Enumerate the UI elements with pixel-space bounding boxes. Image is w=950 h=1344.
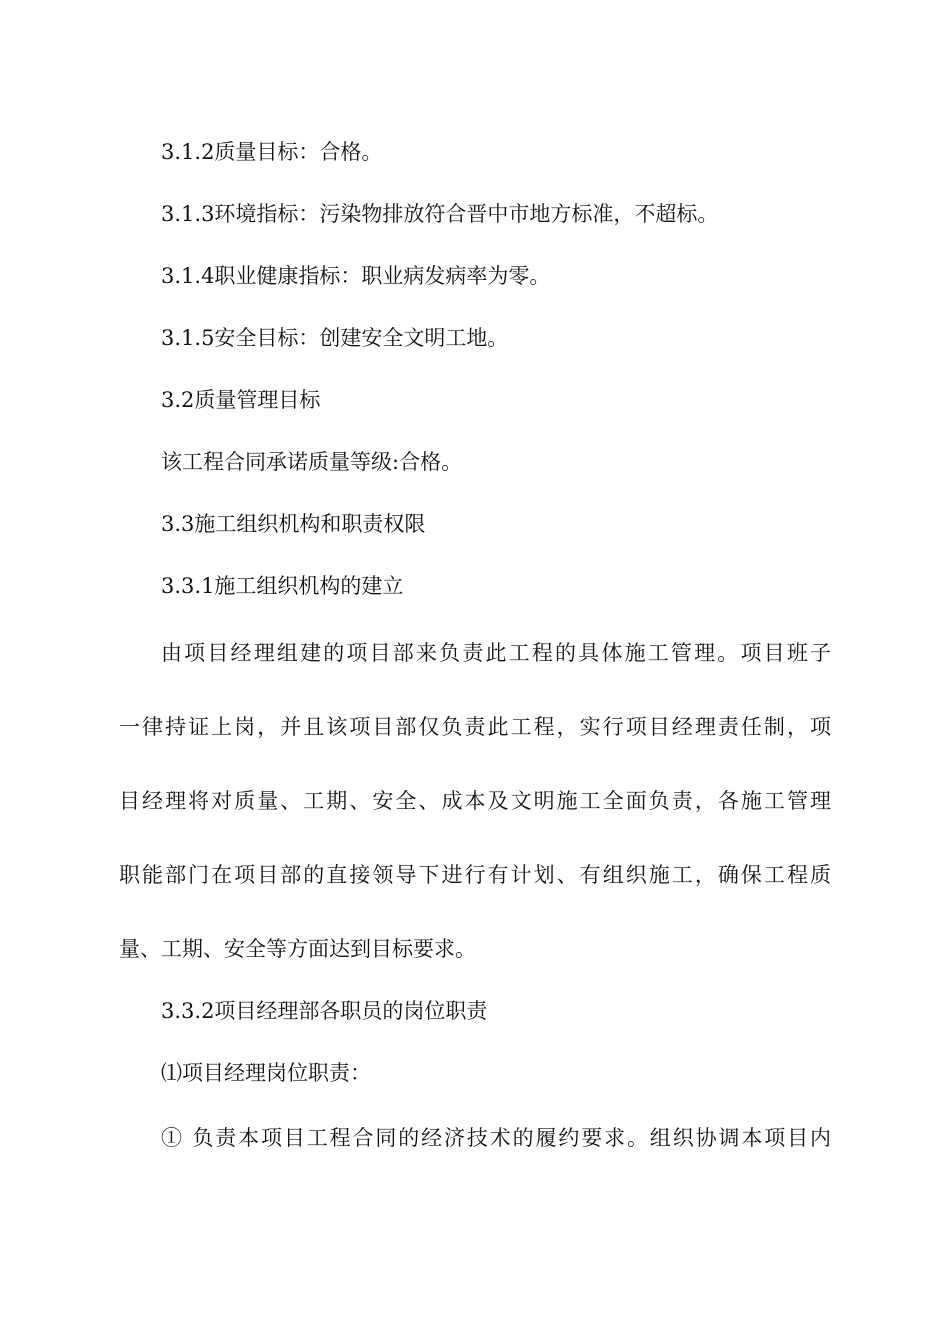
- quality-target-line: 3.1.2质量目标：合格。: [161, 140, 383, 164]
- paragraph-line: 由项目经理组建的项目部来负责此工程的具体施工管理。项目班子: [161, 641, 831, 665]
- paragraph-line: 职能部门在项目部的直接领导下进行有计划、有组织施工，确保工程质: [119, 863, 831, 887]
- pm-duty-item-1: ① 负责本项目工程合同的经济技术的履约要求。组织协调本项目内: [161, 1126, 831, 1150]
- environment-indicator-line: 3.1.3环境指标：污染物排放符合晋中市地方标准，不超标。: [161, 202, 719, 226]
- section-heading-3-3-2: 3.3.2项目经理部各职员的岗位职责: [161, 999, 488, 1023]
- section-heading-3-3: 3.3施工组织机构和职责权限: [161, 512, 426, 536]
- paragraph-line: 目经理将对质量、工期、安全、成本及文明施工全面负责，各施工管理: [119, 789, 831, 813]
- occupational-health-line: 3.1.4职业健康指标：职业病发病率为零。: [161, 264, 551, 288]
- section-heading-3-2: 3.2质量管理目标: [161, 388, 321, 412]
- section-heading-3-3-1: 3.3.1施工组织机构的建立: [161, 574, 404, 598]
- paragraph-line: 量、工期、安全等方面达到目标要求。: [119, 937, 476, 961]
- paragraph-line: 一律持证上岗，并且该项目部仅负责此工程，实行项目经理责任制，项: [119, 715, 831, 739]
- contract-quality-line: 该工程合同承诺质量等级:合格。: [161, 450, 463, 474]
- safety-target-line: 3.1.5安全目标：创建安全文明工地。: [161, 326, 509, 350]
- pm-duties-heading: ⑴项目经理岗位职责：: [161, 1061, 371, 1085]
